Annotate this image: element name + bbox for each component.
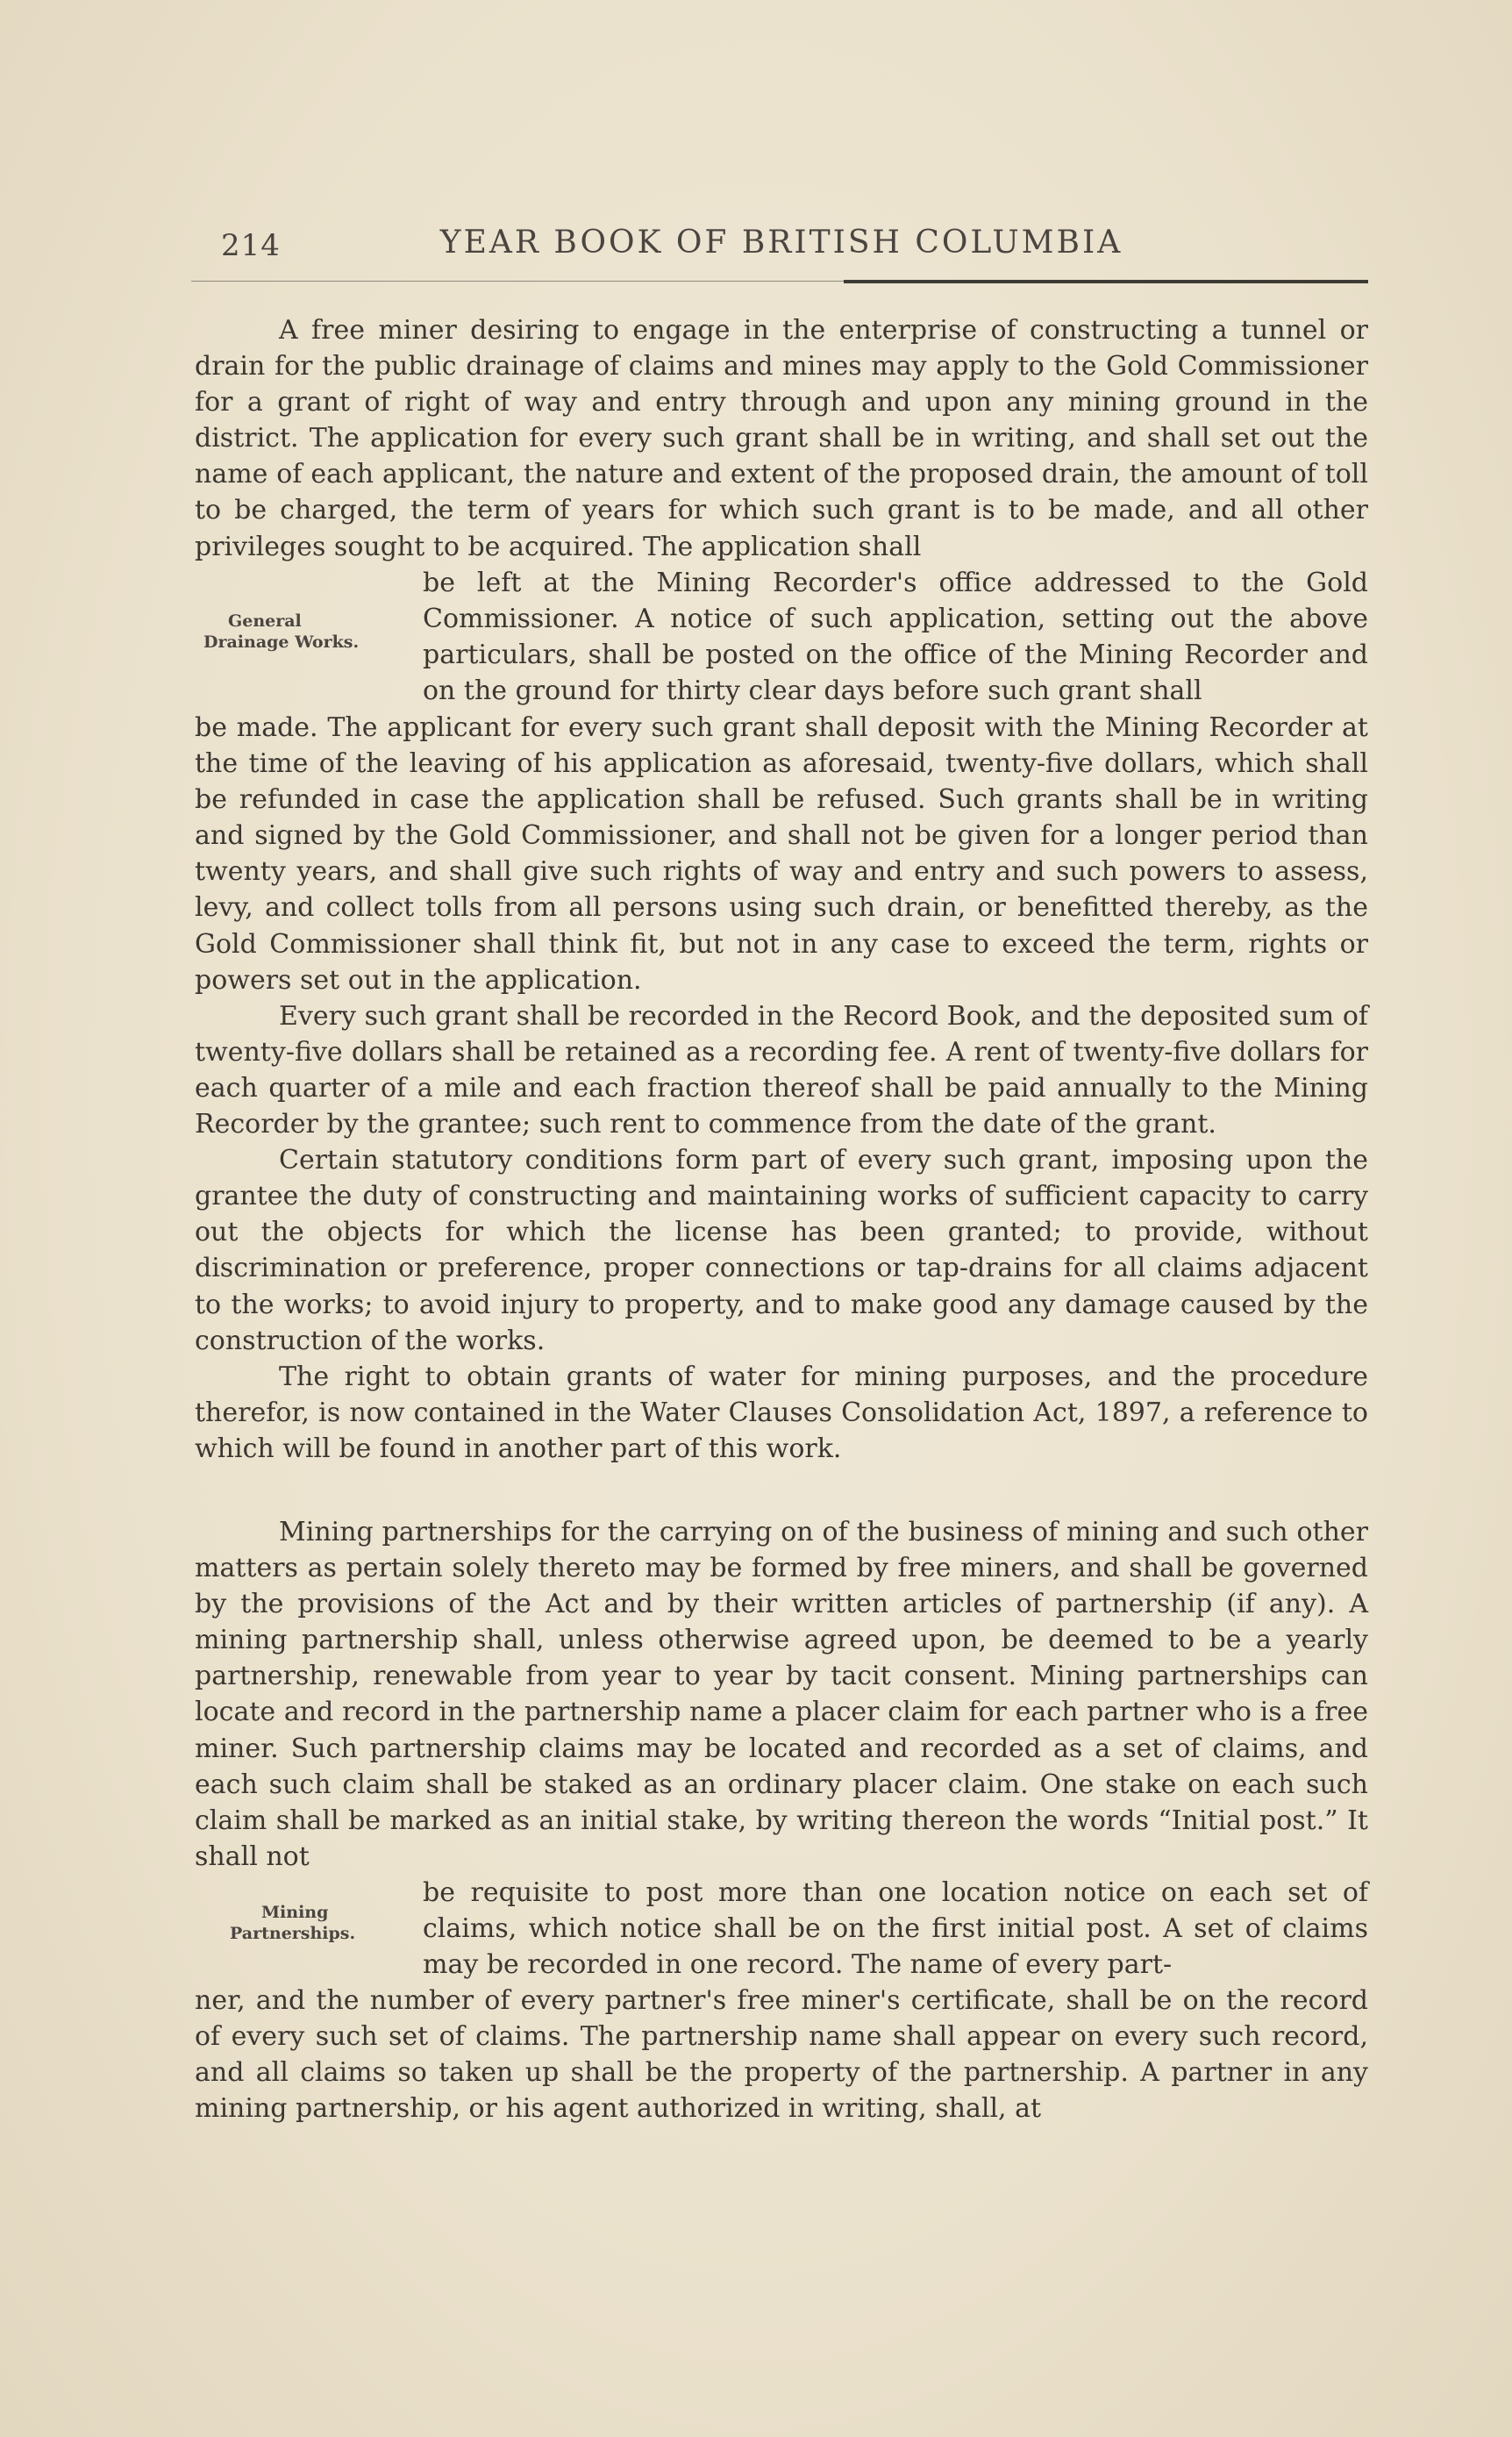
paragraph-partnership-mid: be requisite to post more than one location notice on each set of claims, which notice shall be on the first initial post. A set of claims may be recorded in one record. The name of every part- bbox=[423, 1877, 1368, 1981]
paragraph-conditions: Certain statutory conditions form part of every such grant, imposing upon the grantee the duty of constructing and maintaining works of sufficient capacity to carry out the objects for which the license has been granted; to provide, without discrimination or preference, proper connections or tap-drains for all claims adjacent to the works; to avoid injury to property, and to make good any damage caused by the construction of the works. bbox=[195, 1145, 1368, 1356]
partnership-intro-block bbox=[195, 1514, 1368, 1875]
sidenote-general-drainage bbox=[195, 611, 403, 653]
header-rule-thin bbox=[191, 281, 852, 282]
partnership-rest-block bbox=[195, 1983, 1368, 2126]
drainage-mid-block bbox=[423, 565, 1368, 709]
drainage-rest-block bbox=[195, 710, 1368, 1467]
sidenote-line: Partnerships. bbox=[230, 1924, 356, 1943]
sidenote-line: Mining bbox=[261, 1903, 329, 1922]
sidenote-mining-partnerships bbox=[195, 1902, 403, 1944]
header-rule-thick bbox=[844, 280, 1368, 283]
paragraph-record-book: Every such grant shall be recorded in the Record Book, and the deposited sum of twenty-five dollars shall be retained as a recording fee. A rent of twenty-five dollars for each quarter of a mile and each fraction thereof shall be paid annually to the Mining Recorder by the grantee; such rent to commence from the date of the grant. bbox=[195, 1000, 1368, 1140]
paragraph-partnership-intro: Mining partnerships for the carrying on of the business of mining and such other matters as pertain solely thereto may be formed by free miners, and shall be governed by the provisions of the Act and by their written articles of partnership (if any). A mining partnership shall, unless otherwise agreed upon, be deemed to be a yearly partnership, renewable from year to year by tacit consent. Mining partnerships can locate and record in the partnership name a placer claim for each partner who is a free miner. Such partnership claims may be located and recorded as a set of claims, and each such claim shall be staked as an ordinary placer claim. One stake on each such claim shall be marked as an initial stake, by writing thereon the words “Initial post.” It shall not bbox=[195, 1517, 1368, 1872]
paragraph-water-rights: The right to obtain grants of water for mining purposes, and the procedure therefor, is now contained in the Water Clauses Consolidation Act, 1897, a reference to which will be found in another part of this work. bbox=[195, 1361, 1368, 1464]
paragraph-partnership-rest: ner, and the number of every partner's free miner's certificate, shall be on the record of every such set of claims. The partnership name shall appear on every such record, and all claims so taken up shall be the property of the partnership. A partner in any mining partnership, or his agent authorized in writing, shall, at bbox=[195, 1985, 1368, 2125]
paragraph-drainage-intro: A free miner desiring to engage in the enterprise of constructing a tunnel or drain for the public drainage of claims and mines may apply to the Gold Commissioner for a grant of right of way and entry through and upon any mining ground in the district. The application for every such grant shall be in writing, and shall set out the name of each applicant, the nature and extent of the proposed drain, the amount of toll to be charged, the term of years for which such grant is to be made, and all other privileges sought to be acquired. The application shall bbox=[195, 315, 1368, 562]
paragraph-drainage-rest: be made. The applicant for every such grant shall deposit with the Mining Recorder at the time of the leaving of his application as aforesaid, twenty-five dollars, which shall be refunded in case the application shall be refused. Such grants shall be in writing and signed by the Gold Commissioner, and shall not be given for a longer period than twenty years, and shall give such rights of way and entry and such powers to assess, levy, and collect tolls from all persons using such drain, or benefitted thereby, as the Gold Commissioner shall think fit, but not in any case to exceed the term, rights or powers set out in the application. bbox=[195, 712, 1368, 996]
running-title: YEAR BOOK OF BRITISH COLUMBIA bbox=[439, 225, 1123, 261]
page-number: 214 bbox=[221, 228, 281, 263]
sidenote-line: General bbox=[228, 611, 302, 631]
drainage-intro-block bbox=[195, 312, 1368, 565]
sidenote-line: Drainage Works. bbox=[203, 632, 360, 652]
running-header bbox=[195, 225, 1368, 268]
paragraph-drainage-mid: be left at the Mining Recorder's office addressed to the Gold Commissioner. A notice of such application, setting out the above particulars, shall be posted on the office of the Mining Recorder and on the ground for thirty clear days before such grant shall bbox=[423, 568, 1368, 707]
partnership-mid-block bbox=[423, 1875, 1368, 1983]
